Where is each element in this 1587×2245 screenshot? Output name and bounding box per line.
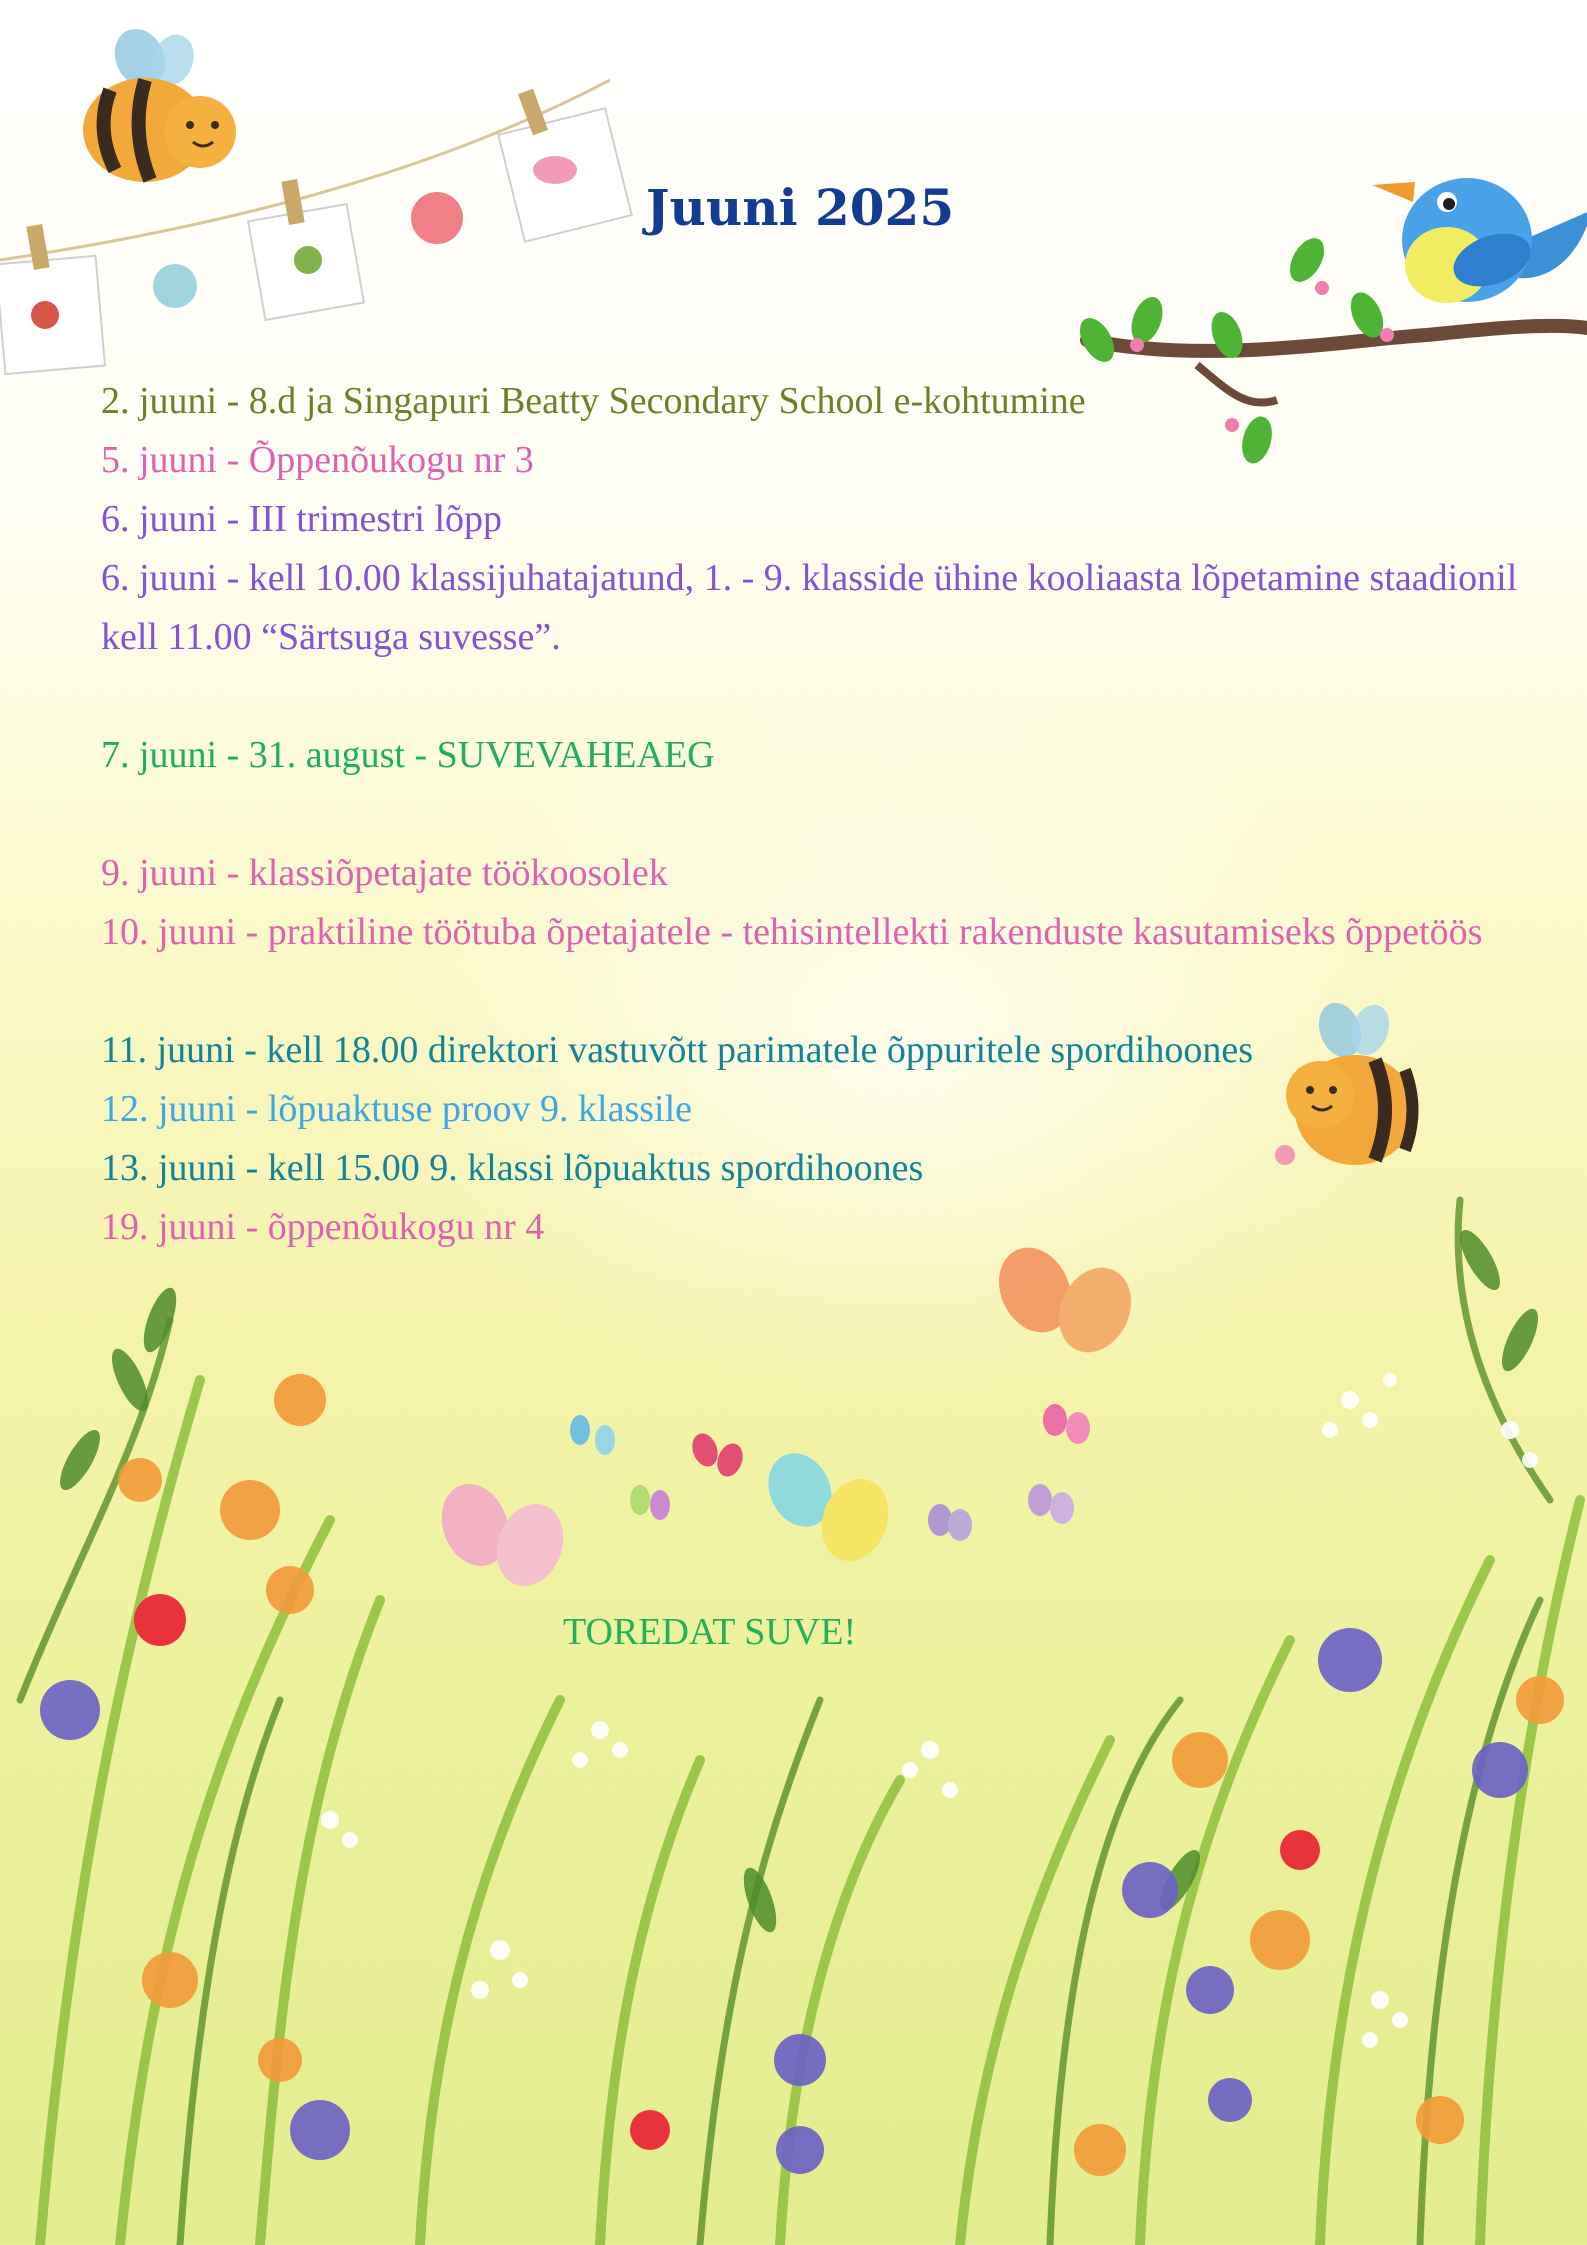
event-item: 19. juuni - õppenõukogu nr 4 (101, 1206, 545, 1248)
event-item: 6. juuni - kell 10.00 klassijuhatajatund, 1. - 9. klasside ühine kooliaasta lõpetamine staadionil kell 11.00 “Särtsuga suvesse”. (101, 557, 1518, 658)
event-item: 9. juuni - klassiõpetajate töökoosolek (101, 852, 668, 894)
event-item: 12. juuni - lõpuaktuse proov 9. klassile (101, 1088, 693, 1130)
event-item: 13. juuni - kell 15.00 9. klassi lõpuaktus spordihoones (101, 1147, 924, 1189)
event-item: 2. juuni - 8.d ja Singapuri Beatty Secondary School e-kohtumine (101, 380, 1086, 422)
event-item: 10. juuni - praktiline töötuba õpetajatele - tehisintellekti rakenduste kasutamiseks õppetöös (101, 911, 1483, 953)
event-item: 7. juuni - 31. august - SUVEVAHEAEG (101, 734, 715, 776)
closing-message: TOREDAT SUVE! (563, 1611, 857, 1653)
event-item: 5. juuni - Õppenõukogu nr 3 (101, 439, 534, 481)
bee-top-left (55, 20, 235, 180)
event-item: 11. juuni - kell 18.00 direktori vastuvõtt parimatele õppuritele spordihoones (101, 1029, 1254, 1071)
event-item: 6. juuni - III trimestri lõpp (101, 498, 503, 540)
page-title: Juuni 2025 (645, 178, 955, 237)
event-list (101, 372, 1551, 1257)
